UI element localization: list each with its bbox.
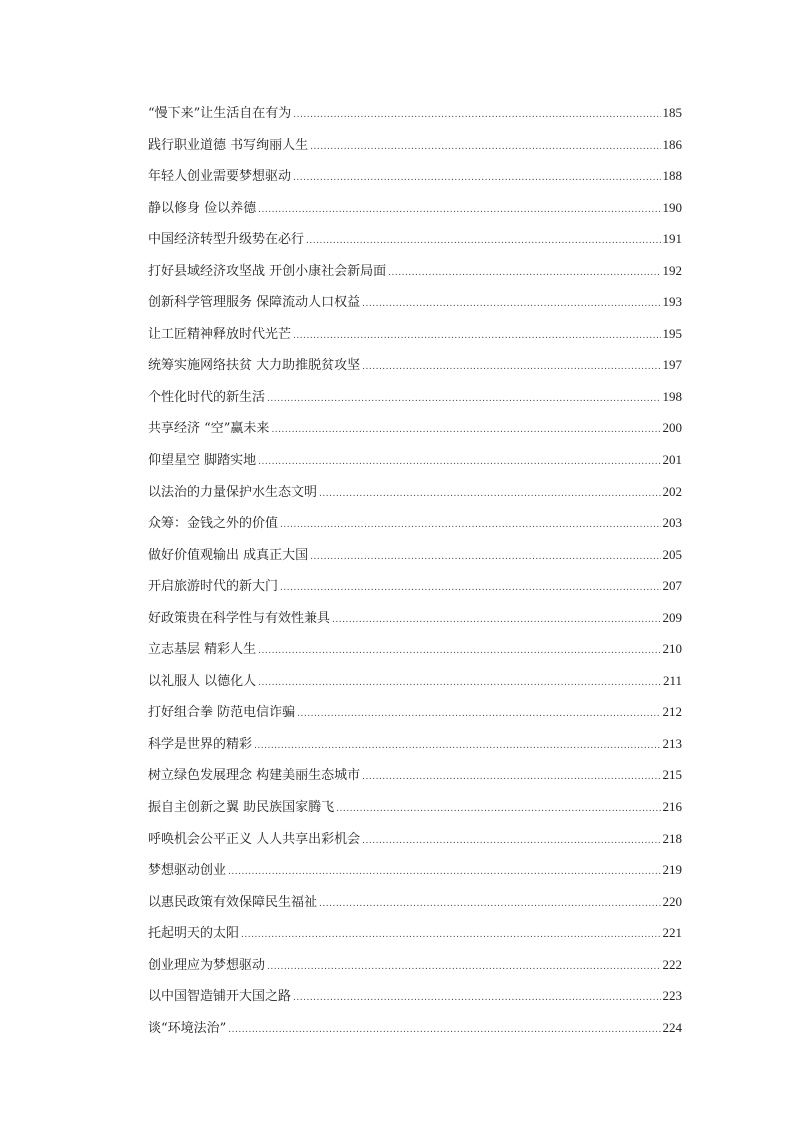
toc-entry-page-number: 211 <box>662 672 682 688</box>
toc-dot-leader <box>293 983 660 1015</box>
toc-entry-page-number: 193 <box>662 294 682 310</box>
toc-entry <box>148 791 682 823</box>
toc-dot-leader <box>280 573 660 605</box>
toc-entry <box>148 1012 682 1044</box>
toc-dot-leader <box>271 415 660 447</box>
toc-entry-title: 共享经济 “空”赢未来 <box>148 421 270 437</box>
toc-dot-leader <box>362 762 660 794</box>
toc-entry-page-number: 220 <box>662 893 682 909</box>
toc-entry-page-number: 216 <box>662 799 682 815</box>
toc-entry-title: 托起明天的太阳 <box>148 926 240 942</box>
toc-entry-title: 打好组合拳 防范电信诈骗 <box>148 705 296 721</box>
toc-entry <box>148 412 682 444</box>
toc-entry <box>148 917 682 949</box>
toc-entry <box>148 728 682 760</box>
toc-entry-title: 立志基层 精彩人生 <box>148 642 257 658</box>
toc-entry-title: 以礼服人 以德化人 <box>148 673 257 689</box>
toc-dot-leader <box>336 794 660 826</box>
toc-entry <box>148 444 682 476</box>
toc-dot-leader <box>267 952 660 984</box>
toc-entry-page-number: 205 <box>662 546 682 562</box>
toc-entry <box>148 476 682 508</box>
toc-entry <box>148 318 682 350</box>
toc-entry-title: 以惠民政策有效保障民生福祉 <box>148 894 318 910</box>
toc-entry-page-number: 203 <box>662 515 682 531</box>
toc-entry-page-number: 201 <box>662 452 682 468</box>
toc-dot-leader <box>228 857 660 889</box>
toc-dot-leader <box>254 731 660 763</box>
toc-entry-title: 以中国智造铺开大国之路 <box>148 989 292 1005</box>
toc-entry-page-number: 192 <box>662 262 682 278</box>
toc-dot-leader <box>293 321 660 353</box>
toc-entry-title: 好政策贵在科学性与有效性兼具 <box>148 610 331 626</box>
toc-entry <box>148 570 682 602</box>
toc-entry <box>148 507 682 539</box>
toc-entry <box>148 823 682 855</box>
toc-entry-title: 以法治的力量保护水生态文明 <box>148 484 318 500</box>
toc-entry-title: 树立绿色发展理念 构建美丽生态城市 <box>148 768 361 784</box>
toc-entry-page-number: 186 <box>662 136 682 152</box>
toc-entry-title: 中国经济转型升级势在必行 <box>148 232 305 248</box>
toc-entry-page-number: 197 <box>662 357 682 373</box>
toc-entry <box>148 286 682 318</box>
toc-dot-leader <box>258 195 660 227</box>
toc-entry-title: 科学是世界的精彩 <box>148 736 253 752</box>
toc-entry-page-number: 202 <box>662 483 682 499</box>
toc-entry-title: 个性化时代的新生活 <box>148 389 266 405</box>
toc-entry-title: 创业理应为梦想驱动 <box>148 957 266 973</box>
toc-dot-leader <box>241 920 660 952</box>
toc-entry <box>148 160 682 192</box>
toc-entry-page-number: 212 <box>662 704 682 720</box>
toc-dot-leader <box>293 100 660 132</box>
toc-entry-page-number: 200 <box>662 420 682 436</box>
toc-entry-title: 众筹：金钱之外的价值 <box>148 516 279 532</box>
toc-entry-page-number: 222 <box>662 956 682 972</box>
toc-entry <box>148 854 682 886</box>
toc-entry <box>148 949 682 981</box>
toc-entry-title: 创新科学管理服务 保障流动人口权益 <box>148 295 361 311</box>
toc-entry <box>148 886 682 918</box>
toc-entry-title: 让工匠精神释放时代光芒 <box>148 326 292 342</box>
toc-entry-page-number: 210 <box>662 641 682 657</box>
toc-dot-leader <box>332 605 660 637</box>
toc-entry-page-number: 213 <box>662 735 682 751</box>
toc-entry-page-number: 215 <box>662 767 682 783</box>
toc-entry <box>148 539 682 571</box>
toc-entry <box>148 255 682 287</box>
toc-dot-leader <box>362 826 660 858</box>
toc-dot-leader <box>280 510 660 542</box>
toc-entry <box>148 696 682 728</box>
toc-dot-leader <box>267 384 660 416</box>
toc-entry <box>148 665 682 697</box>
toc-dot-leader <box>362 289 660 321</box>
toc-dot-leader <box>362 352 660 384</box>
toc-entry-page-number: 209 <box>662 609 682 625</box>
toc-dot-leader <box>319 479 660 511</box>
toc-dot-leader <box>297 699 660 731</box>
table-of-contents <box>148 97 682 1043</box>
toc-entry-page-number: 223 <box>662 988 682 1004</box>
toc-dot-leader <box>310 542 660 574</box>
toc-entry <box>148 980 682 1012</box>
toc-entry <box>148 223 682 255</box>
toc-entry-page-number: 190 <box>662 199 682 215</box>
toc-entry <box>148 129 682 161</box>
toc-dot-leader <box>258 668 661 700</box>
toc-entry-title: 开启旅游时代的新大门 <box>148 579 279 595</box>
toc-entry-title: 打好县域经济攻坚战 开创小康社会新局面 <box>148 263 387 279</box>
toc-entry <box>148 349 682 381</box>
toc-entry-title: 振自主创新之翼 助民族国家腾飞 <box>148 800 335 816</box>
toc-entry-page-number: 191 <box>662 231 682 247</box>
toc-dot-leader <box>310 132 660 164</box>
toc-dot-leader <box>258 636 660 668</box>
toc-entry <box>148 192 682 224</box>
toc-entry <box>148 381 682 413</box>
toc-dot-leader <box>306 226 660 258</box>
toc-entry-title: 呼唤机会公平正义 人人共享出彩机会 <box>148 831 361 847</box>
toc-entry-title: 谈“环境法治” <box>148 1020 227 1036</box>
toc-entry-title: 做好价值观输出 成真正大国 <box>148 547 309 563</box>
toc-entry-page-number: 198 <box>662 388 682 404</box>
toc-entry-page-number: 219 <box>662 862 682 878</box>
toc-entry <box>148 602 682 634</box>
toc-entry-page-number: 221 <box>662 925 682 941</box>
toc-dot-leader <box>228 1015 660 1047</box>
toc-entry-title: 静以修身 俭以养德 <box>148 200 257 216</box>
toc-entry <box>148 759 682 791</box>
toc-entry-page-number: 207 <box>662 578 682 594</box>
toc-entry-page-number: 185 <box>662 105 682 120</box>
toc-dot-leader <box>258 447 660 479</box>
toc-entry-page-number: 188 <box>662 168 682 184</box>
toc-entry-title: “慢下来”让生活自在有为 <box>148 106 292 121</box>
toc-dot-leader <box>319 889 660 921</box>
toc-entry <box>148 633 682 665</box>
toc-entry-title: 梦想驱动创业 <box>148 863 227 879</box>
toc-entry-page-number: 218 <box>662 830 682 846</box>
toc-dot-leader <box>388 258 660 290</box>
toc-entry-title: 仰望星空 脚踏实地 <box>148 453 257 469</box>
toc-entry-page-number: 224 <box>662 1019 682 1035</box>
toc-entry-title: 践行职业道德 书写绚丽人生 <box>148 137 309 153</box>
toc-entry-title: 年轻人创业需要梦想驱动 <box>148 169 292 185</box>
toc-entry-title: 统筹实施网络扶贫 大力助推脱贫攻坚 <box>148 358 361 374</box>
toc-dot-leader <box>293 163 660 195</box>
toc-entry-page-number: 195 <box>662 325 682 341</box>
toc-entry <box>148 97 682 129</box>
